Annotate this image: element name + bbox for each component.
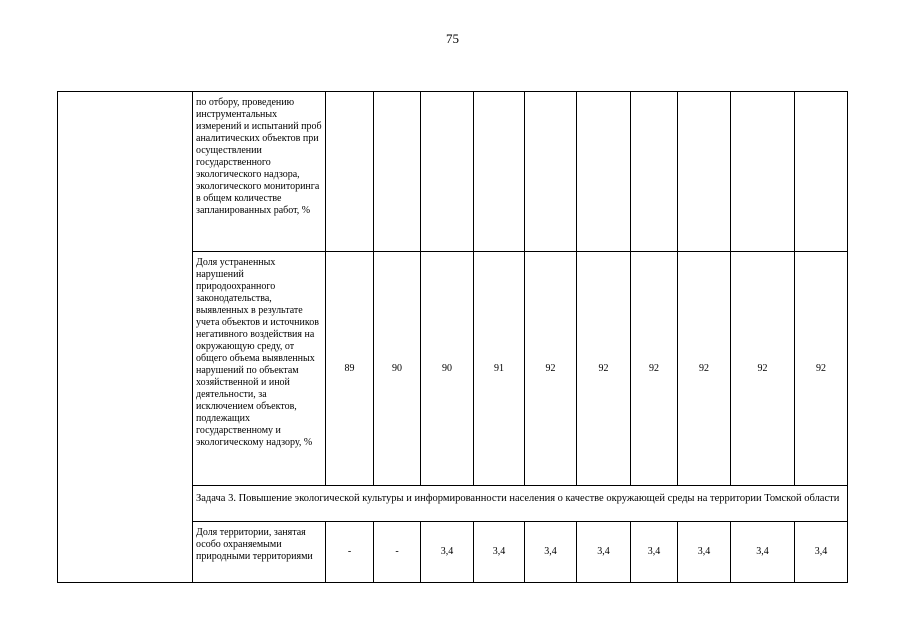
table-row <box>58 92 848 252</box>
indicator-table <box>57 91 848 583</box>
value-cell <box>731 92 795 252</box>
value-cell: 3,4 <box>795 522 848 583</box>
value-cell: 91 <box>474 252 525 486</box>
value-cell: 92 <box>577 252 631 486</box>
value-cell: 3,4 <box>731 522 795 583</box>
task-heading: Задача 3. Повышение экологической культуры и информированности населения о качестве окружающей среды на территории Томской области <box>193 486 848 522</box>
value-cell: - <box>374 522 421 583</box>
value-cell: 3,4 <box>421 522 474 583</box>
indicator-label: Доля устраненных нарушений природоохранного законодательства, выявленных в результате учета объектов и источников негативного воздействия на окружающую среду, от общего объема выявленных нарушений по объектам хозяйственной и иной деятельности, за исключением объектов, подлежащих государственному и экологическому надзору, % <box>193 252 326 486</box>
value-cell <box>577 92 631 252</box>
value-cell: 90 <box>421 252 474 486</box>
value-cell: 92 <box>731 252 795 486</box>
blank-left-column-cell <box>58 92 193 583</box>
page-number: 75 <box>446 31 459 46</box>
value-cell: - <box>326 522 374 583</box>
value-cell: 92 <box>795 252 848 486</box>
value-cell <box>678 92 731 252</box>
value-cell <box>525 92 577 252</box>
value-cell: 92 <box>631 252 678 486</box>
value-cell <box>474 92 525 252</box>
value-cell: 92 <box>525 252 577 486</box>
value-cell: 3,4 <box>474 522 525 583</box>
value-cell <box>421 92 474 252</box>
value-cell: 3,4 <box>678 522 731 583</box>
value-cell <box>631 92 678 252</box>
indicator-label: по отбору, проведению инструментальных измерений и испытаний проб аналитических объектов при осуществлении государственного экологического надзора, экологического мониторинга в общем количестве запланированных работ, % <box>193 92 326 252</box>
indicator-label: Доля территории, занятая особо охраняемыми природными территориями <box>193 522 326 583</box>
value-cell <box>374 92 421 252</box>
value-cell: 3,4 <box>577 522 631 583</box>
value-cell: 89 <box>326 252 374 486</box>
value-cell <box>795 92 848 252</box>
value-cell <box>326 92 374 252</box>
value-cell: 90 <box>374 252 421 486</box>
value-cell: 3,4 <box>525 522 577 583</box>
value-cell: 92 <box>678 252 731 486</box>
value-cell: 3,4 <box>631 522 678 583</box>
